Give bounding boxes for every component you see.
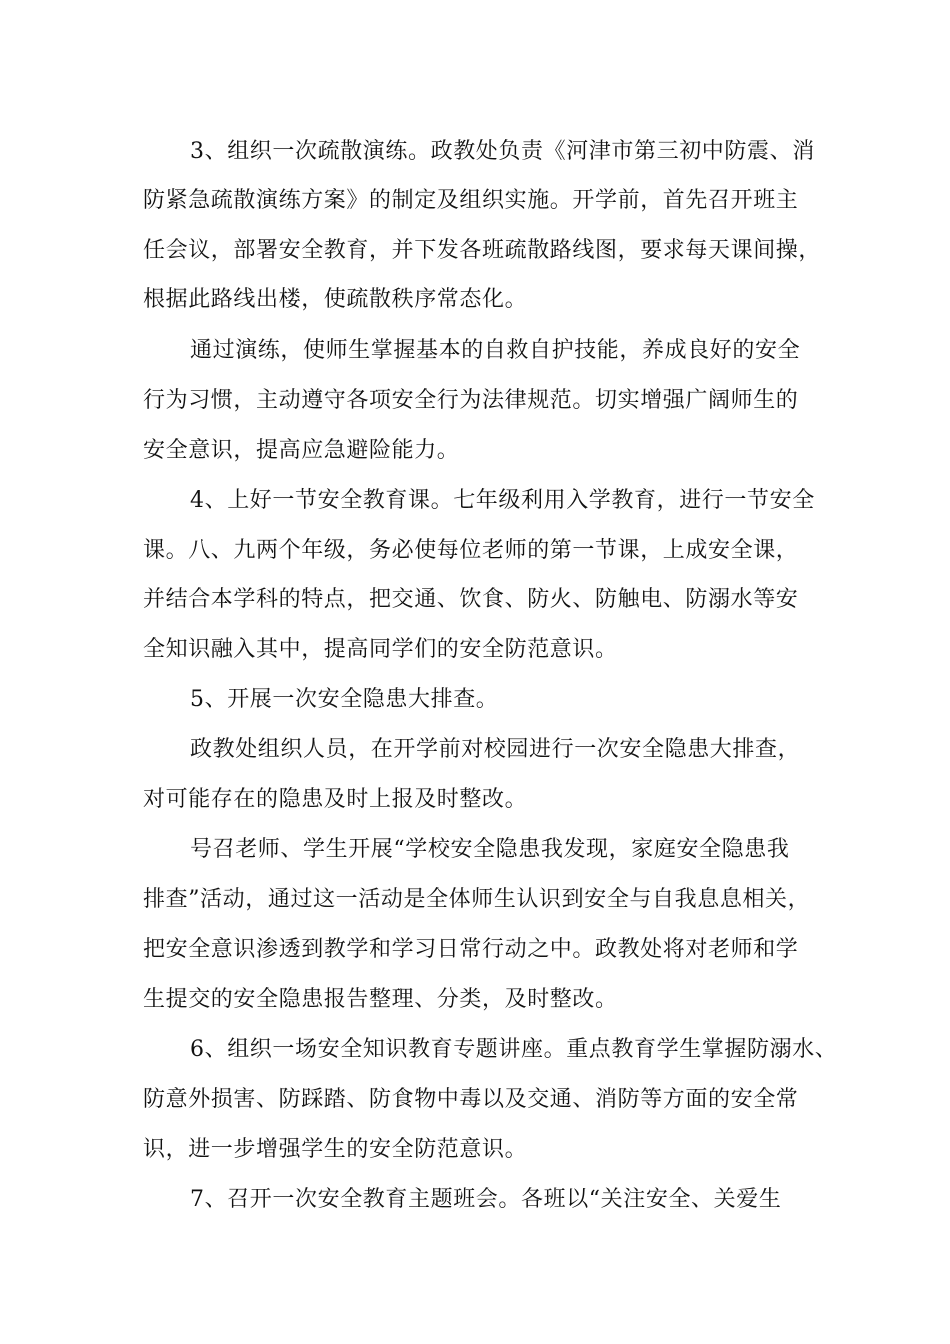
text-line: 5、开展一次安全隐患大排查。 bbox=[190, 687, 499, 712]
text-line: 任会议，部署安全教育，并下发各班疏散路线图，要求每天课间操， bbox=[143, 238, 822, 263]
text-line: 3、组织一次疏散演练。政教处负责《河津市第三初中防震、消 bbox=[190, 139, 815, 164]
text-line: 号召老师、学生开展“学校安全隐患我发现，家庭安全隐患我 bbox=[190, 837, 790, 862]
text-line: 安全意识，提高应急避险能力。 bbox=[143, 438, 460, 463]
text-line: 防紧急疏散演练方案》的制定及组织实施。开学前，首先召开班主 bbox=[143, 188, 799, 213]
text-line: 生提交的安全隐患报告整理、分类，及时整改。 bbox=[143, 987, 618, 1012]
text-line: 并结合本学科的特点，把交通、饮食、防火、防触电、防溺水等安 bbox=[143, 587, 799, 612]
text-line: 对可能存在的隐患及时上报及时整改。 bbox=[143, 787, 528, 812]
text-line: 排查”活动，通过这一活动是全体师生认识到安全与自我息息相关， bbox=[143, 887, 811, 912]
text-line: 4、上好一节安全教育课。七年级利用入学教育，进行一节安全 bbox=[190, 488, 815, 513]
text-line: 识，进一步增强学生的安全防范意识。 bbox=[143, 1137, 528, 1162]
text-line: 根据此路线出楼，使疏散秩序常态化。 bbox=[143, 287, 528, 312]
text-line: 防意外损害、防踩踏、防食物中毒以及交通、消防等方面的安全常 bbox=[143, 1087, 799, 1112]
text-line: 行为习惯，主动遵守各项安全行为法律规范。切实增强广阔师生的 bbox=[143, 388, 799, 413]
text-line: 6、组织一场安全知识教育专题讲座。重点教育学生掌握防溺水、 bbox=[190, 1037, 838, 1062]
text-line: 通过演练，使师生掌握基本的自救自护技能，养成良好的安全 bbox=[190, 338, 801, 363]
text-line: 课。八、九两个年级，务必使每位老师的第一节课，上成安全课， bbox=[143, 538, 799, 563]
text-line: 全知识融入其中，提高同学们的安全防范意识。 bbox=[143, 637, 618, 662]
text-line: 政教处组织人员，在开学前对校园进行一次安全隐患大排查， bbox=[190, 737, 801, 762]
text-line: 7、召开一次安全教育主题班会。各班以“关注安全、关爱生 bbox=[190, 1187, 782, 1212]
text-line: 把安全意识渗透到教学和学习日常行动之中。政教处将对老师和学 bbox=[143, 937, 799, 962]
